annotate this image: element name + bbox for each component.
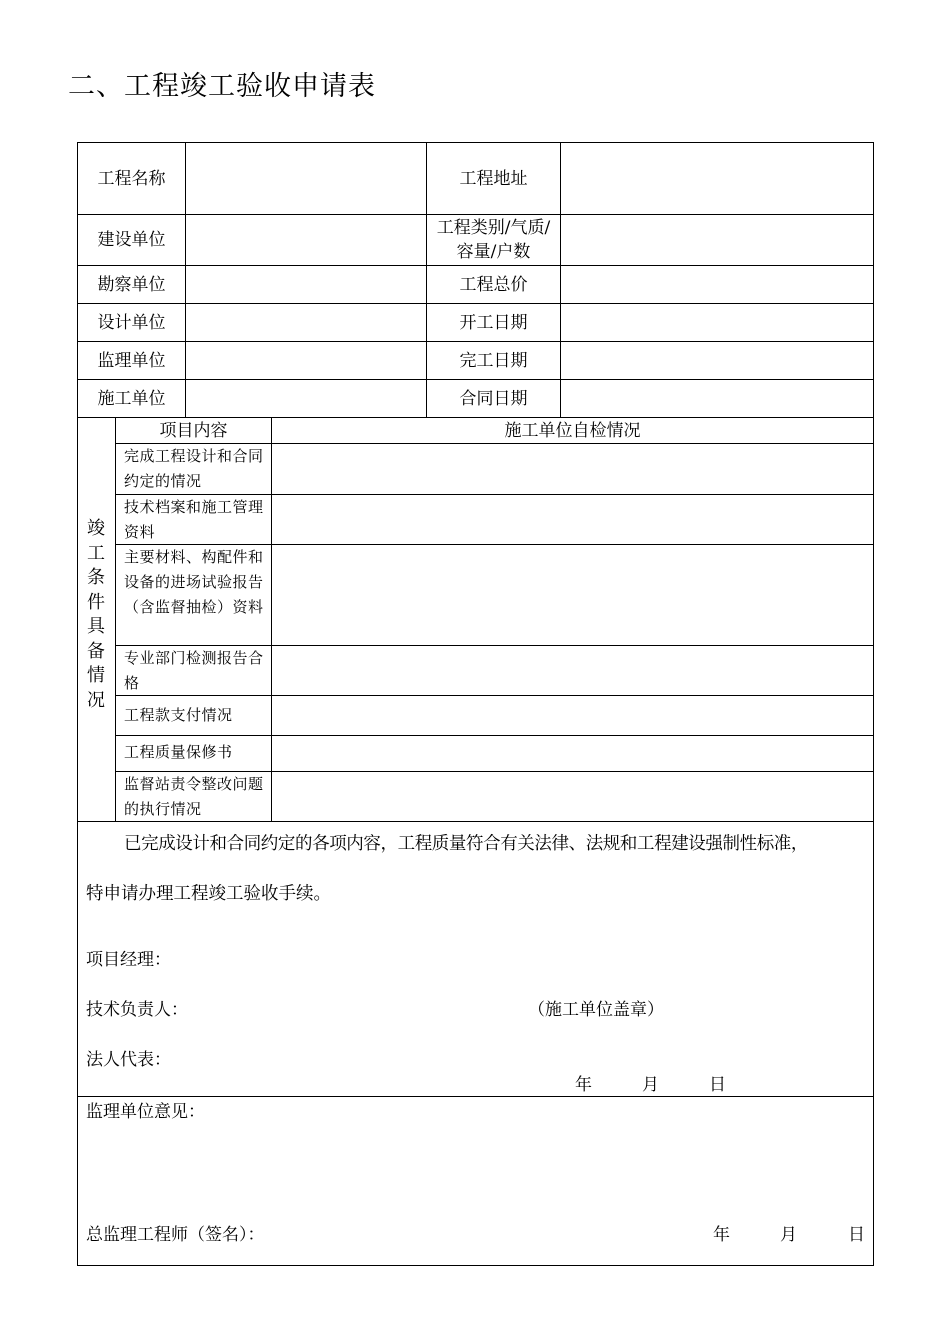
condition-check-field[interactable] [272, 444, 873, 494]
start-date-label: 开工日期 [459, 312, 528, 333]
survey-unit-label: 勘察单位 [97, 274, 166, 295]
project-name-label: 工程名称 [97, 168, 166, 189]
declaration-line-2: 特申请办理工程竣工验收手续。 [86, 884, 331, 904]
condition-check-field[interactable] [272, 696, 873, 735]
construction-stamp-label: （施工单位盖章） [528, 1000, 664, 1020]
owner-unit-label: 建设单位 [97, 230, 166, 250]
item-column-header: 项目内容 [159, 420, 228, 441]
declaration-line-1: 已完成设计和合同约定的各项内容，工程质量符合有关法律、法规和工程建设强制性标准， [124, 834, 808, 854]
condition-item: 监督站责令整改问题的执行情况 [124, 775, 264, 818]
tech-lead-label: 技术负责人： [86, 1000, 188, 1020]
condition-item: 主要材料、构配件和设备的进场试验报告（含监督抽检）资料 [124, 548, 264, 616]
project-address-label: 工程地址 [459, 168, 528, 189]
condition-item: 专业部门检测报告合格 [124, 649, 264, 692]
column-divider [115, 417, 116, 821]
construction-unit-field[interactable] [186, 380, 426, 417]
project-category-field[interactable] [561, 215, 873, 265]
project-name-field[interactable] [186, 143, 426, 214]
total-cost-label: 工程总价 [459, 274, 528, 295]
supervision-unit-field[interactable] [186, 342, 426, 379]
page-title: 二、工程竣工验收申请表 [68, 71, 376, 102]
declaration-month: 月 [642, 1075, 659, 1095]
design-unit-field[interactable] [186, 304, 426, 341]
self-check-column-header: 施工单位自检情况 [504, 420, 641, 441]
condition-item: 完成工程设计和合同约定的情况 [124, 447, 264, 490]
legal-rep-label: 法人代表： [86, 1050, 171, 1070]
owner-unit-field[interactable] [186, 215, 426, 265]
condition-check-field[interactable] [272, 646, 873, 695]
supervision-opinion-field[interactable] [86, 1125, 866, 1210]
design-unit-label: 设计单位 [97, 312, 166, 333]
condition-check-field[interactable] [272, 545, 873, 645]
completion-date-field[interactable] [561, 342, 873, 379]
project-address-field[interactable] [561, 143, 873, 214]
completion-date-label: 完工日期 [459, 350, 528, 371]
condition-check-field[interactable] [272, 772, 873, 821]
contract-date-label: 合同日期 [459, 388, 528, 409]
condition-check-field[interactable] [272, 736, 873, 771]
project-manager-label: 项目经理： [86, 950, 171, 970]
total-cost-field[interactable] [561, 266, 873, 303]
condition-check-field[interactable] [272, 495, 873, 544]
supervision-month: 月 [780, 1225, 797, 1245]
condition-item: 工程质量保修书 [124, 743, 233, 761]
project-category-label: 工程类别/气质/容量/户数 [436, 218, 551, 262]
chief-supervisor-signature-label: 总监理工程师（签名）： [86, 1225, 265, 1245]
survey-unit-field[interactable] [186, 266, 426, 303]
supervision-day: 日 [848, 1225, 865, 1245]
condition-item: 技术档案和施工管理资料 [124, 498, 264, 541]
construction-unit-label: 施工单位 [97, 388, 166, 409]
condition-item: 工程款支付情况 [124, 706, 233, 724]
supervision-opinion-label: 监理单位意见： [86, 1102, 205, 1122]
supervision-unit-label: 监理单位 [97, 350, 166, 371]
supervision-year: 年 [713, 1225, 730, 1245]
start-date-field[interactable] [561, 304, 873, 341]
contract-date-field[interactable] [561, 380, 873, 417]
declaration-day: 日 [709, 1075, 726, 1095]
declaration-year: 年 [575, 1075, 592, 1095]
conditions-side-label: 竣工条件具备情况 [87, 518, 105, 711]
